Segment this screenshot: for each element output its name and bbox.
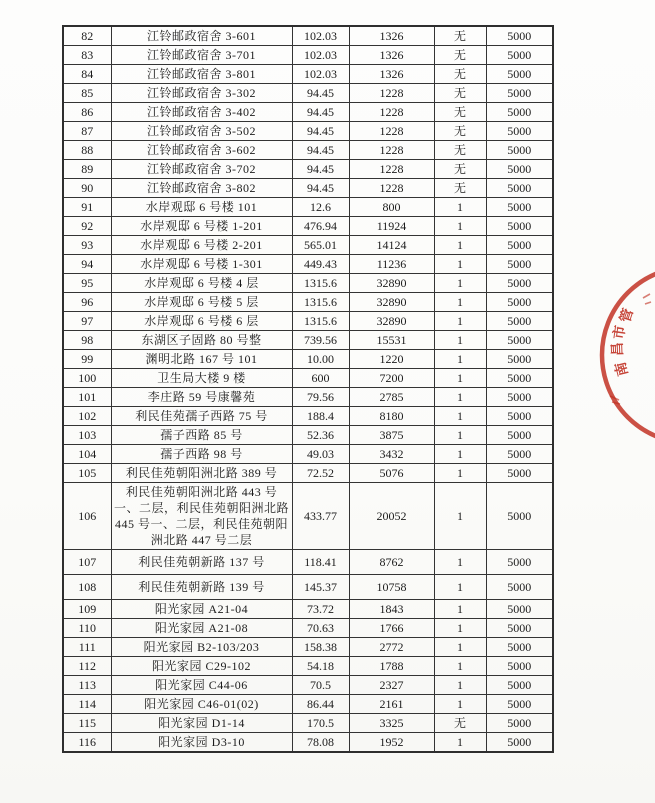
fee-cell: 5000 bbox=[486, 122, 553, 141]
row-number-cell: 86 bbox=[63, 103, 111, 122]
fee-cell: 5000 bbox=[486, 676, 553, 695]
area-cell: 73.72 bbox=[292, 600, 349, 619]
flag-cell: 无 bbox=[434, 160, 486, 179]
flag-cell: 1 bbox=[434, 255, 486, 274]
value-cell: 7200 bbox=[349, 369, 434, 388]
address-cell: 李庄路 59 号康馨苑 bbox=[111, 388, 292, 407]
table-row bbox=[63, 619, 553, 638]
value-cell: 1326 bbox=[349, 46, 434, 65]
area-cell: 72.52 bbox=[292, 464, 349, 483]
fee-cell: 5000 bbox=[486, 638, 553, 657]
value-cell: 15531 bbox=[349, 331, 434, 350]
row-number-cell: 110 bbox=[63, 619, 111, 638]
value-cell: 1228 bbox=[349, 84, 434, 103]
address-cell: 阳光家园 C44-06 bbox=[111, 676, 292, 695]
table-row bbox=[63, 695, 553, 714]
fee-cell: 5000 bbox=[486, 350, 553, 369]
address-cell: 江铃邮政宿舍 3-801 bbox=[111, 65, 292, 84]
table-row bbox=[63, 160, 553, 179]
flag-cell: 1 bbox=[434, 217, 486, 236]
area-cell: 94.45 bbox=[292, 160, 349, 179]
value-cell: 1228 bbox=[349, 179, 434, 198]
flag-cell: 1 bbox=[434, 638, 486, 657]
table-row bbox=[63, 141, 553, 160]
value-cell: 1952 bbox=[349, 733, 434, 753]
table-row bbox=[63, 714, 553, 733]
asset-table bbox=[62, 25, 554, 753]
row-number-cell: 88 bbox=[63, 141, 111, 160]
flag-cell: 1 bbox=[434, 312, 486, 331]
address-cell: 利民佳苑朝阳洲北路 443 号一、二层，利民佳苑朝阳洲北路 445 号一、二层，利民佳苑朝阳洲北路 447 号二层 bbox=[111, 483, 292, 550]
table-row bbox=[63, 350, 553, 369]
fee-cell: 5000 bbox=[486, 141, 553, 160]
address-cell: 东湖区子固路 80 号整 bbox=[111, 331, 292, 350]
table-row bbox=[63, 236, 553, 255]
value-cell: 2161 bbox=[349, 695, 434, 714]
value-cell: 8180 bbox=[349, 407, 434, 426]
flag-cell: 1 bbox=[434, 236, 486, 255]
row-number-cell: 87 bbox=[63, 122, 111, 141]
red-seal-stamp bbox=[555, 250, 655, 460]
fee-cell: 5000 bbox=[486, 255, 553, 274]
asset-table-body bbox=[63, 26, 553, 752]
address-cell: 水岸观邸 6 号楼 5 层 bbox=[111, 293, 292, 312]
row-number-cell: 108 bbox=[63, 575, 111, 600]
table-row bbox=[63, 46, 553, 65]
fee-cell: 5000 bbox=[486, 179, 553, 198]
row-number-cell: 113 bbox=[63, 676, 111, 695]
seal-ring bbox=[602, 267, 655, 443]
value-cell: 1228 bbox=[349, 122, 434, 141]
value-cell: 10758 bbox=[349, 575, 434, 600]
address-cell: 阳光家园 C46-01(02) bbox=[111, 695, 292, 714]
flag-cell: 1 bbox=[434, 600, 486, 619]
row-number-cell: 104 bbox=[63, 445, 111, 464]
row-number-cell: 91 bbox=[63, 198, 111, 217]
flag-cell: 1 bbox=[434, 369, 486, 388]
table-row bbox=[63, 575, 553, 600]
table-row bbox=[63, 676, 553, 695]
fee-cell: 5000 bbox=[486, 293, 553, 312]
flag-cell: 1 bbox=[434, 657, 486, 676]
flag-cell: 1 bbox=[434, 426, 486, 445]
fee-cell: 5000 bbox=[486, 619, 553, 638]
area-cell: 600 bbox=[292, 369, 349, 388]
fee-cell: 5000 bbox=[486, 369, 553, 388]
row-number-cell: 92 bbox=[63, 217, 111, 236]
area-cell: 79.56 bbox=[292, 388, 349, 407]
table-row bbox=[63, 198, 553, 217]
address-cell: 孺子西路 98 号 bbox=[111, 445, 292, 464]
fee-cell: 5000 bbox=[486, 464, 553, 483]
seal-stroke-fragment bbox=[643, 294, 651, 304]
row-number-cell: 105 bbox=[63, 464, 111, 483]
area-cell: 476.94 bbox=[292, 217, 349, 236]
area-cell: 94.45 bbox=[292, 122, 349, 141]
value-cell: 1326 bbox=[349, 26, 434, 46]
flag-cell: 1 bbox=[434, 407, 486, 426]
area-cell: 118.41 bbox=[292, 550, 349, 575]
value-cell: 1766 bbox=[349, 619, 434, 638]
fee-cell: 5000 bbox=[486, 657, 553, 676]
table-row bbox=[63, 103, 553, 122]
fee-cell: 5000 bbox=[486, 407, 553, 426]
address-cell: 利民佳苑朝新路 139 号 bbox=[111, 575, 292, 600]
address-cell: 江铃邮政宿舍 3-302 bbox=[111, 84, 292, 103]
row-number-cell: 106 bbox=[63, 483, 111, 550]
address-cell: 利民佳苑朝新路 137 号 bbox=[111, 550, 292, 575]
row-number-cell: 102 bbox=[63, 407, 111, 426]
table-row bbox=[63, 600, 553, 619]
table-row bbox=[63, 274, 553, 293]
address-cell: 利民佳苑朝阳洲北路 389 号 bbox=[111, 464, 292, 483]
row-number-cell: 83 bbox=[63, 46, 111, 65]
area-cell: 188.4 bbox=[292, 407, 349, 426]
area-cell: 565.01 bbox=[292, 236, 349, 255]
fee-cell: 5000 bbox=[486, 695, 553, 714]
fee-cell: 5000 bbox=[486, 46, 553, 65]
flag-cell: 无 bbox=[434, 141, 486, 160]
address-cell: 阳光家园 D1-14 bbox=[111, 714, 292, 733]
area-cell: 70.5 bbox=[292, 676, 349, 695]
value-cell: 2327 bbox=[349, 676, 434, 695]
seal-character: 昌 bbox=[610, 341, 627, 357]
address-cell: 水岸观邸 6 号楼 4 层 bbox=[111, 274, 292, 293]
address-cell: 阳光家园 A21-04 bbox=[111, 600, 292, 619]
row-number-cell: 111 bbox=[63, 638, 111, 657]
area-cell: 49.03 bbox=[292, 445, 349, 464]
flag-cell: 1 bbox=[434, 483, 486, 550]
area-cell: 94.45 bbox=[292, 103, 349, 122]
flag-cell: 无 bbox=[434, 46, 486, 65]
address-cell: 水岸观邸 6 号楼 6 层 bbox=[111, 312, 292, 331]
value-cell: 5076 bbox=[349, 464, 434, 483]
value-cell: 11236 bbox=[349, 255, 434, 274]
value-cell: 32890 bbox=[349, 293, 434, 312]
flag-cell: 1 bbox=[434, 331, 486, 350]
flag-cell: 1 bbox=[434, 464, 486, 483]
area-cell: 170.5 bbox=[292, 714, 349, 733]
value-cell: 8762 bbox=[349, 550, 434, 575]
flag-cell: 无 bbox=[434, 103, 486, 122]
value-cell: 1228 bbox=[349, 103, 434, 122]
area-cell: 70.63 bbox=[292, 619, 349, 638]
fee-cell: 5000 bbox=[486, 103, 553, 122]
value-cell: 11924 bbox=[349, 217, 434, 236]
area-cell: 102.03 bbox=[292, 65, 349, 84]
row-number-cell: 94 bbox=[63, 255, 111, 274]
flag-cell: 1 bbox=[434, 550, 486, 575]
address-cell: 江铃邮政宿舍 3-601 bbox=[111, 26, 292, 46]
address-cell: 卫生局大楼 9 楼 bbox=[111, 369, 292, 388]
value-cell: 1843 bbox=[349, 600, 434, 619]
fee-cell: 5000 bbox=[486, 331, 553, 350]
value-cell: 1326 bbox=[349, 65, 434, 84]
address-cell: 渊明北路 167 号 101 bbox=[111, 350, 292, 369]
flag-cell: 1 bbox=[434, 575, 486, 600]
value-cell: 1228 bbox=[349, 160, 434, 179]
flag-cell: 无 bbox=[434, 179, 486, 198]
address-cell: 水岸观邸 6 号楼 2-201 bbox=[111, 236, 292, 255]
row-number-cell: 112 bbox=[63, 657, 111, 676]
value-cell: 1228 bbox=[349, 141, 434, 160]
flag-cell: 1 bbox=[434, 733, 486, 753]
value-cell: 800 bbox=[349, 198, 434, 217]
flag-cell: 1 bbox=[434, 293, 486, 312]
fee-cell: 5000 bbox=[486, 274, 553, 293]
address-cell: 阳光家园 B2-103/203 bbox=[111, 638, 292, 657]
seal-character: 市 bbox=[612, 324, 629, 341]
row-number-cell: 98 bbox=[63, 331, 111, 350]
area-cell: 1315.6 bbox=[292, 312, 349, 331]
table-row bbox=[63, 26, 553, 46]
row-number-cell: 116 bbox=[63, 733, 111, 753]
fee-cell: 5000 bbox=[486, 84, 553, 103]
table-row bbox=[63, 369, 553, 388]
fee-cell: 5000 bbox=[486, 312, 553, 331]
row-number-cell: 99 bbox=[63, 350, 111, 369]
table-row bbox=[63, 122, 553, 141]
address-cell: 水岸观邸 6 号楼 101 bbox=[111, 198, 292, 217]
fee-cell: 5000 bbox=[486, 236, 553, 255]
fee-cell: 5000 bbox=[486, 600, 553, 619]
flag-cell: 1 bbox=[434, 445, 486, 464]
address-cell: 水岸观邸 6 号楼 1-301 bbox=[111, 255, 292, 274]
area-cell: 739.56 bbox=[292, 331, 349, 350]
table-row bbox=[63, 312, 553, 331]
flag-cell: 无 bbox=[434, 65, 486, 84]
table-row bbox=[63, 65, 553, 84]
area-cell: 52.36 bbox=[292, 426, 349, 445]
row-number-cell: 93 bbox=[63, 236, 111, 255]
table-row bbox=[63, 255, 553, 274]
address-cell: 江铃邮政宿舍 3-702 bbox=[111, 160, 292, 179]
area-cell: 54.18 bbox=[292, 657, 349, 676]
address-cell: 江铃邮政宿舍 3-802 bbox=[111, 179, 292, 198]
fee-cell: 5000 bbox=[486, 160, 553, 179]
table-row bbox=[63, 445, 553, 464]
table-row bbox=[63, 179, 553, 198]
area-cell: 94.45 bbox=[292, 141, 349, 160]
flag-cell: 1 bbox=[434, 274, 486, 293]
address-cell: 阳光家园 A21-08 bbox=[111, 619, 292, 638]
table-row bbox=[63, 426, 553, 445]
address-cell: 江铃邮政宿舍 3-502 bbox=[111, 122, 292, 141]
seal-stroke-fragment bbox=[610, 396, 620, 404]
row-number-cell: 82 bbox=[63, 26, 111, 46]
fee-cell: 5000 bbox=[486, 733, 553, 753]
area-cell: 449.43 bbox=[292, 255, 349, 274]
fee-cell: 5000 bbox=[486, 388, 553, 407]
area-cell: 102.03 bbox=[292, 26, 349, 46]
row-number-cell: 115 bbox=[63, 714, 111, 733]
area-cell: 433.77 bbox=[292, 483, 349, 550]
value-cell: 2785 bbox=[349, 388, 434, 407]
row-number-cell: 84 bbox=[63, 65, 111, 84]
area-cell: 145.37 bbox=[292, 575, 349, 600]
value-cell: 3432 bbox=[349, 445, 434, 464]
flag-cell: 无 bbox=[434, 122, 486, 141]
address-cell: 江铃邮政宿舍 3-701 bbox=[111, 46, 292, 65]
row-number-cell: 96 bbox=[63, 293, 111, 312]
area-cell: 86.44 bbox=[292, 695, 349, 714]
row-number-cell: 101 bbox=[63, 388, 111, 407]
row-number-cell: 103 bbox=[63, 426, 111, 445]
table-row bbox=[63, 84, 553, 103]
row-number-cell: 90 bbox=[63, 179, 111, 198]
area-cell: 94.45 bbox=[292, 179, 349, 198]
flag-cell: 1 bbox=[434, 695, 486, 714]
flag-cell: 1 bbox=[434, 676, 486, 695]
row-number-cell: 85 bbox=[63, 84, 111, 103]
area-cell: 10.00 bbox=[292, 350, 349, 369]
address-cell: 阳光家园 D3-10 bbox=[111, 733, 292, 753]
flag-cell: 无 bbox=[434, 26, 486, 46]
value-cell: 3875 bbox=[349, 426, 434, 445]
table-row bbox=[63, 550, 553, 575]
seal-character: 管 bbox=[618, 306, 637, 325]
row-number-cell: 97 bbox=[63, 312, 111, 331]
area-cell: 78.08 bbox=[292, 733, 349, 753]
value-cell: 20052 bbox=[349, 483, 434, 550]
row-number-cell: 89 bbox=[63, 160, 111, 179]
area-cell: 1315.6 bbox=[292, 274, 349, 293]
flag-cell: 无 bbox=[434, 714, 486, 733]
table-row bbox=[63, 638, 553, 657]
address-cell: 水岸观邸 6 号楼 1-201 bbox=[111, 217, 292, 236]
fee-cell: 5000 bbox=[486, 714, 553, 733]
value-cell: 1220 bbox=[349, 350, 434, 369]
fee-cell: 5000 bbox=[486, 575, 553, 600]
address-cell: 孺子西路 85 号 bbox=[111, 426, 292, 445]
value-cell: 14124 bbox=[349, 236, 434, 255]
address-cell: 江铃邮政宿舍 3-602 bbox=[111, 141, 292, 160]
table-row bbox=[63, 464, 553, 483]
fee-cell: 5000 bbox=[486, 198, 553, 217]
table-row bbox=[63, 331, 553, 350]
table-row bbox=[63, 483, 553, 550]
value-cell: 3325 bbox=[349, 714, 434, 733]
flag-cell: 1 bbox=[434, 350, 486, 369]
address-cell: 利民佳苑孺子西路 75 号 bbox=[111, 407, 292, 426]
table-row bbox=[63, 733, 553, 753]
fee-cell: 5000 bbox=[486, 445, 553, 464]
fee-cell: 5000 bbox=[486, 483, 553, 550]
row-number-cell: 114 bbox=[63, 695, 111, 714]
value-cell: 2772 bbox=[349, 638, 434, 657]
fee-cell: 5000 bbox=[486, 550, 553, 575]
address-cell: 江铃邮政宿舍 3-402 bbox=[111, 103, 292, 122]
address-cell: 阳光家园 C29-102 bbox=[111, 657, 292, 676]
area-cell: 1315.6 bbox=[292, 293, 349, 312]
row-number-cell: 100 bbox=[63, 369, 111, 388]
area-cell: 102.03 bbox=[292, 46, 349, 65]
table-row bbox=[63, 293, 553, 312]
table-row bbox=[63, 657, 553, 676]
area-cell: 94.45 bbox=[292, 84, 349, 103]
table-row bbox=[63, 217, 553, 236]
row-number-cell: 109 bbox=[63, 600, 111, 619]
flag-cell: 1 bbox=[434, 388, 486, 407]
row-number-cell: 95 bbox=[63, 274, 111, 293]
row-number-cell: 107 bbox=[63, 550, 111, 575]
value-cell: 1788 bbox=[349, 657, 434, 676]
fee-cell: 5000 bbox=[486, 65, 553, 84]
seal-character: 南 bbox=[613, 360, 632, 378]
value-cell: 32890 bbox=[349, 274, 434, 293]
flag-cell: 1 bbox=[434, 198, 486, 217]
value-cell: 32890 bbox=[349, 312, 434, 331]
fee-cell: 5000 bbox=[486, 26, 553, 46]
fee-cell: 5000 bbox=[486, 217, 553, 236]
table-row bbox=[63, 388, 553, 407]
flag-cell: 1 bbox=[434, 619, 486, 638]
table-row bbox=[63, 407, 553, 426]
fee-cell: 5000 bbox=[486, 426, 553, 445]
area-cell: 158.38 bbox=[292, 638, 349, 657]
area-cell: 12.6 bbox=[292, 198, 349, 217]
flag-cell: 无 bbox=[434, 84, 486, 103]
